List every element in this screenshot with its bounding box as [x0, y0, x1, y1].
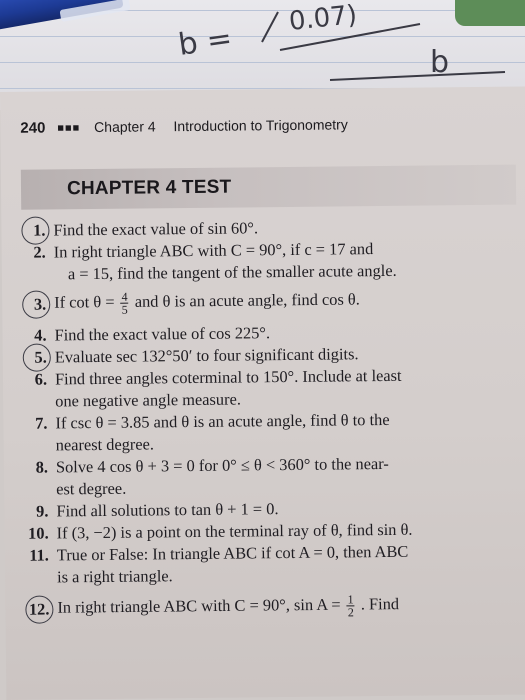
problem-text-end: and θ is an acute angle, find cos θ. [134, 289, 360, 311]
running-head-bullets: ■■■ [57, 122, 81, 135]
problem-text-line-1: If csc θ = 3.85 and θ is an acute angle, find θ to the [55, 409, 390, 433]
problem-7 [11, 408, 516, 457]
problem-text-line-2: a = 15, find the tangent of the smaller acute angle. [67, 260, 397, 284]
problem-text [57, 592, 518, 622]
problem-number: 5. [11, 347, 47, 369]
chapter-title: Introduction to Trigonometry [173, 116, 348, 135]
problem-number: 9. [35, 501, 49, 521]
fraction [347, 593, 355, 618]
problem-6 [11, 364, 516, 413]
problem-text-start: In right triangle ABC with C = 90°, sin A = [57, 594, 341, 617]
problem-text: Find all solutions to tan θ + 1 = 0. [56, 499, 279, 521]
problem-number: 8. [35, 457, 49, 477]
problem-11 [13, 540, 518, 589]
problem-number: 4. [34, 325, 47, 345]
problem-8 [12, 452, 517, 501]
fraction [121, 291, 129, 316]
problem-text-line-1: Find three angles coterminal to 150°. Include at least [54, 365, 402, 389]
problem-12 [13, 592, 518, 622]
problem-number: 1. [9, 220, 45, 242]
problem-text-line-1: In right triangle ABC with C = 90°, if c = 17 and [53, 239, 374, 262]
textbook-page [0, 87, 525, 700]
problem-number: 6. [34, 369, 48, 389]
handwriting-fraction: 0.07) [287, 0, 359, 37]
problem-text-line-2: nearest degree. [55, 434, 155, 455]
problem-number: 12. [13, 599, 49, 621]
problem-text-line-2: is a right triangle. [56, 566, 173, 587]
problem-text: Find the exact value of sin 60°. [53, 218, 259, 240]
handwriting-b-equals: b = [176, 20, 235, 63]
running-head [20, 115, 500, 137]
fraction-numerator: 4 [121, 289, 128, 304]
problem-number: 10. [28, 523, 49, 543]
chapter-test-banner [21, 165, 516, 210]
fraction-denominator: 2 [347, 605, 354, 620]
handwriting-stroke [262, 12, 278, 42]
problem-text [54, 287, 515, 317]
problem-3 [10, 287, 515, 317]
handwriting-underline [330, 72, 505, 80]
fraction-numerator: 1 [347, 592, 354, 607]
problem-text: If (3, −2) is a point on the terminal ray of θ, find sin θ. [56, 519, 413, 543]
problem-number: 2. [33, 242, 46, 262]
handwriting-notes [0, 0, 525, 100]
fraction-denominator: 5 [121, 302, 128, 317]
problem-text: Find the exact value of cos 225°. [54, 323, 271, 345]
problem-text-line-2: est degree. [56, 478, 127, 499]
problem-number: 7. [35, 413, 48, 433]
problem-text-line-1: True or False: In triangle ABC if cot A = 0, then ABC [56, 541, 409, 565]
handwriting-b: b [430, 45, 450, 80]
problem-number: 11. [29, 545, 49, 565]
problem-text-end: . Find [360, 594, 400, 614]
problem-text: Evaluate sec 132°50′ to four significant digits. [54, 344, 359, 367]
problem-number: 3. [10, 294, 46, 316]
problem-list [9, 215, 518, 622]
chapter-label: Chapter 4 [94, 118, 156, 136]
problem-text-line-1: Solve 4 cos θ + 3 = 0 for 0° ≤ θ < 360° to the near- [55, 453, 389, 477]
problem-text-line-2: one negative angle measure. [55, 389, 242, 411]
page-number: 240 [20, 119, 46, 137]
chapter-test-heading: CHAPTER 4 TEST [66, 176, 232, 200]
problem-2 [10, 237, 515, 286]
problem-text-start: If cot θ = [54, 292, 115, 312]
